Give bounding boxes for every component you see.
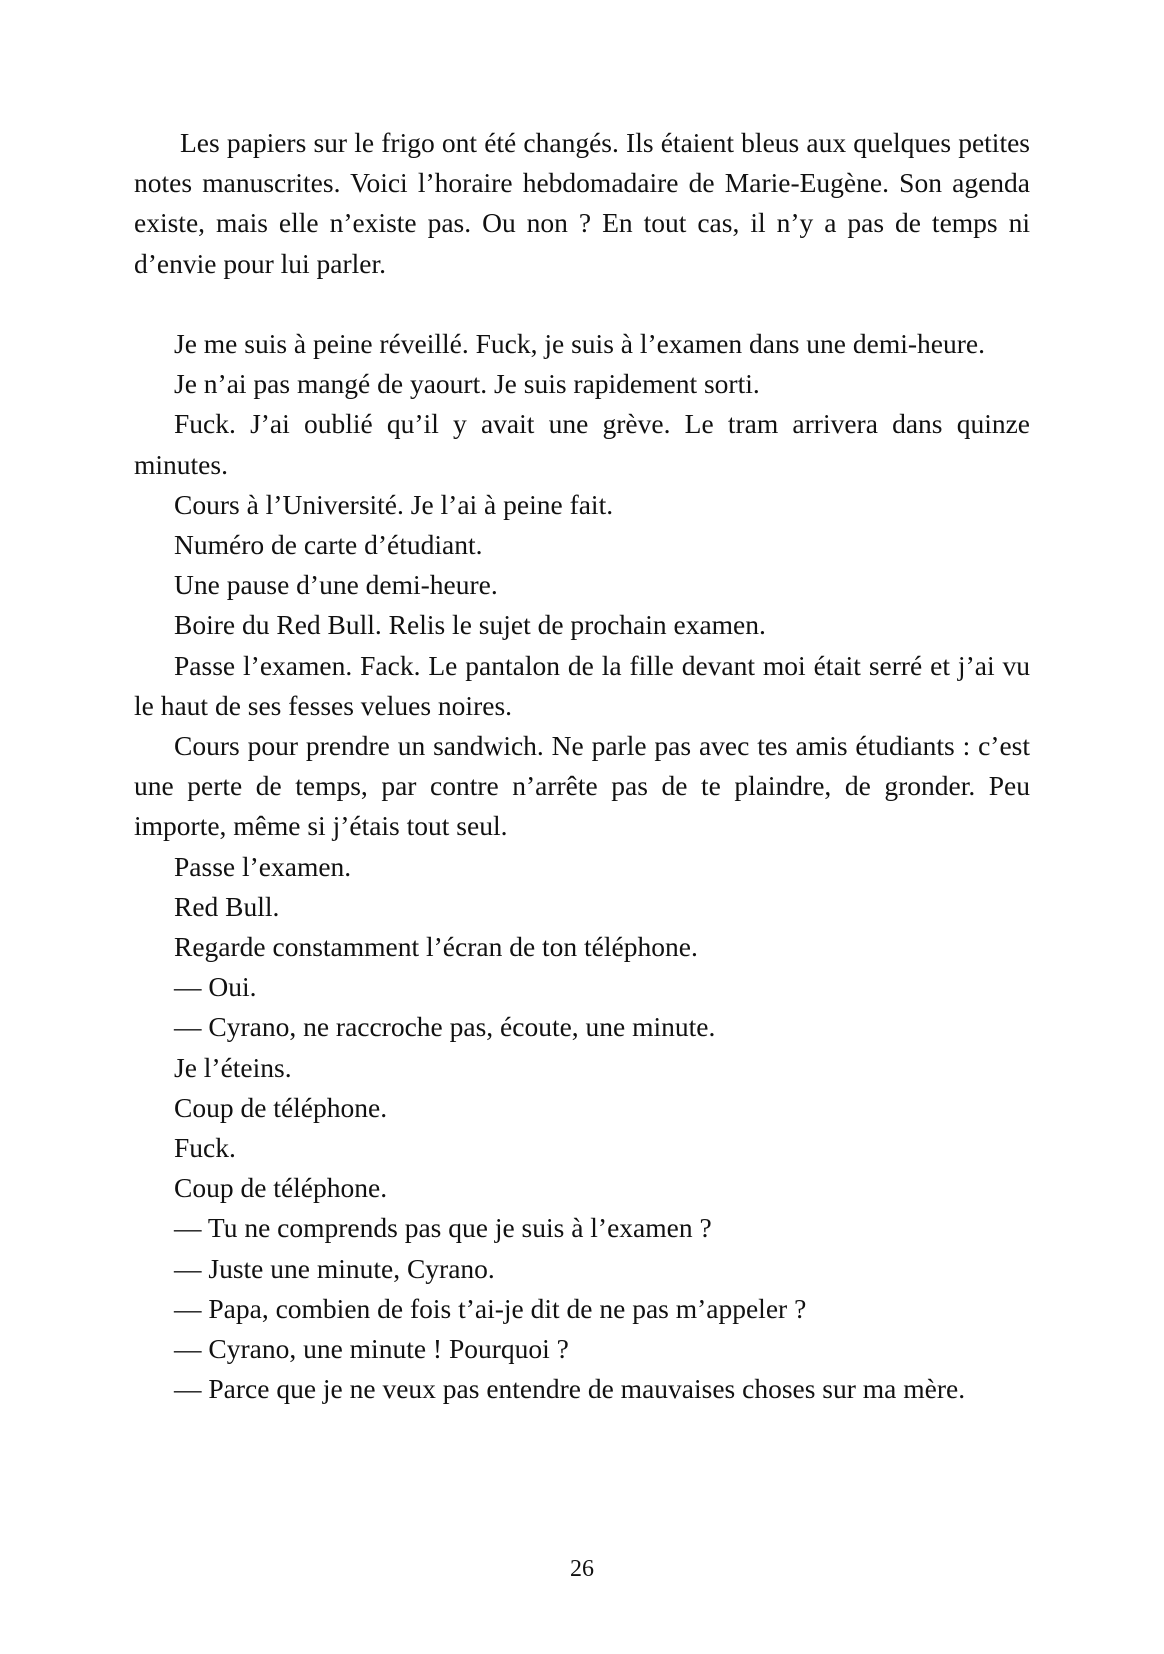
dialogue-line: — Juste une minute, Cyrano.: [174, 1252, 495, 1284]
paragraph: Je l’éteins.: [174, 1051, 292, 1083]
paragraph: Passe l’examen. Fack. Le pantalon de la fille devant moi était serré et j’ai vu le haut de ses fesses velues noires.: [134, 649, 1030, 721]
dialogue-line: — Tu ne comprends pas que je suis à l’examen ?: [174, 1212, 712, 1244]
paragraph: Les papiers sur le frigo ont été changés. Ils étaient bleus aux quelques petites notes manuscrites. Voici l’horaire hebdomadaire de Marie-Eugène. Son agenda existe, mais elle n’existe pas. Ou non ? En tout cas, il n’y a pas de temps ni d’envie pour lui parler.: [134, 127, 1030, 279]
dialogue-line: — Cyrano, ne raccroche pas, écoute, une minute.: [174, 1011, 716, 1043]
paragraph: Je me suis à peine réveillé. Fuck, je suis à l’examen dans une demi-heure.: [174, 328, 985, 359]
paragraph: Cours à l’Université. Je l’ai à peine fait.: [174, 488, 614, 520]
paragraph: Regarde constamment l’écran de ton téléphone.: [174, 931, 698, 963]
dialogue-line: — Parce que je ne veux pas entendre de mauvaises choses sur ma mère.: [174, 1373, 966, 1405]
paragraph: Je n’ai pas mangé de yaourt. Je suis rapidement sorti.: [174, 368, 760, 400]
paragraph-spacer: [134, 284, 1030, 324]
paragraph: Coup de téléphone.: [174, 1172, 388, 1204]
paragraph: Cours pour prendre un sandwich. Ne parle pas avec tes amis étudiants : c’est une perte de temps, par contre n’arrête pas de te plaindre, de gronder. Peu importe, même si j’étais tout seul.: [134, 730, 1030, 842]
paragraph: Fuck.: [174, 1132, 236, 1164]
paragraph: Coup de téléphone.: [174, 1091, 388, 1123]
paragraph: Fuck. J’ai oublié qu’il y avait une grève. Le tram arrivera dans quinze minutes.: [134, 408, 1030, 480]
paragraph: Numéro de carte d’étudiant.: [174, 529, 483, 561]
paragraph: Une pause d’une demi-heure.: [174, 569, 498, 601]
paragraph: Red Bull.: [174, 890, 280, 922]
paragraph: Boire du Red Bull. Relis le sujet de prochain examen.: [174, 609, 766, 641]
body-text: [134, 123, 1030, 1409]
dialogue-line: — Oui.: [174, 971, 257, 1003]
page-number: 26: [570, 1556, 594, 1582]
paragraph: Passe l’examen.: [174, 850, 352, 882]
dialogue-line: — Papa, combien de fois t’ai-je dit de ne pas m’appeler ?: [174, 1292, 807, 1324]
dialogue-line: — Cyrano, une minute ! Pourquoi ?: [174, 1333, 569, 1365]
